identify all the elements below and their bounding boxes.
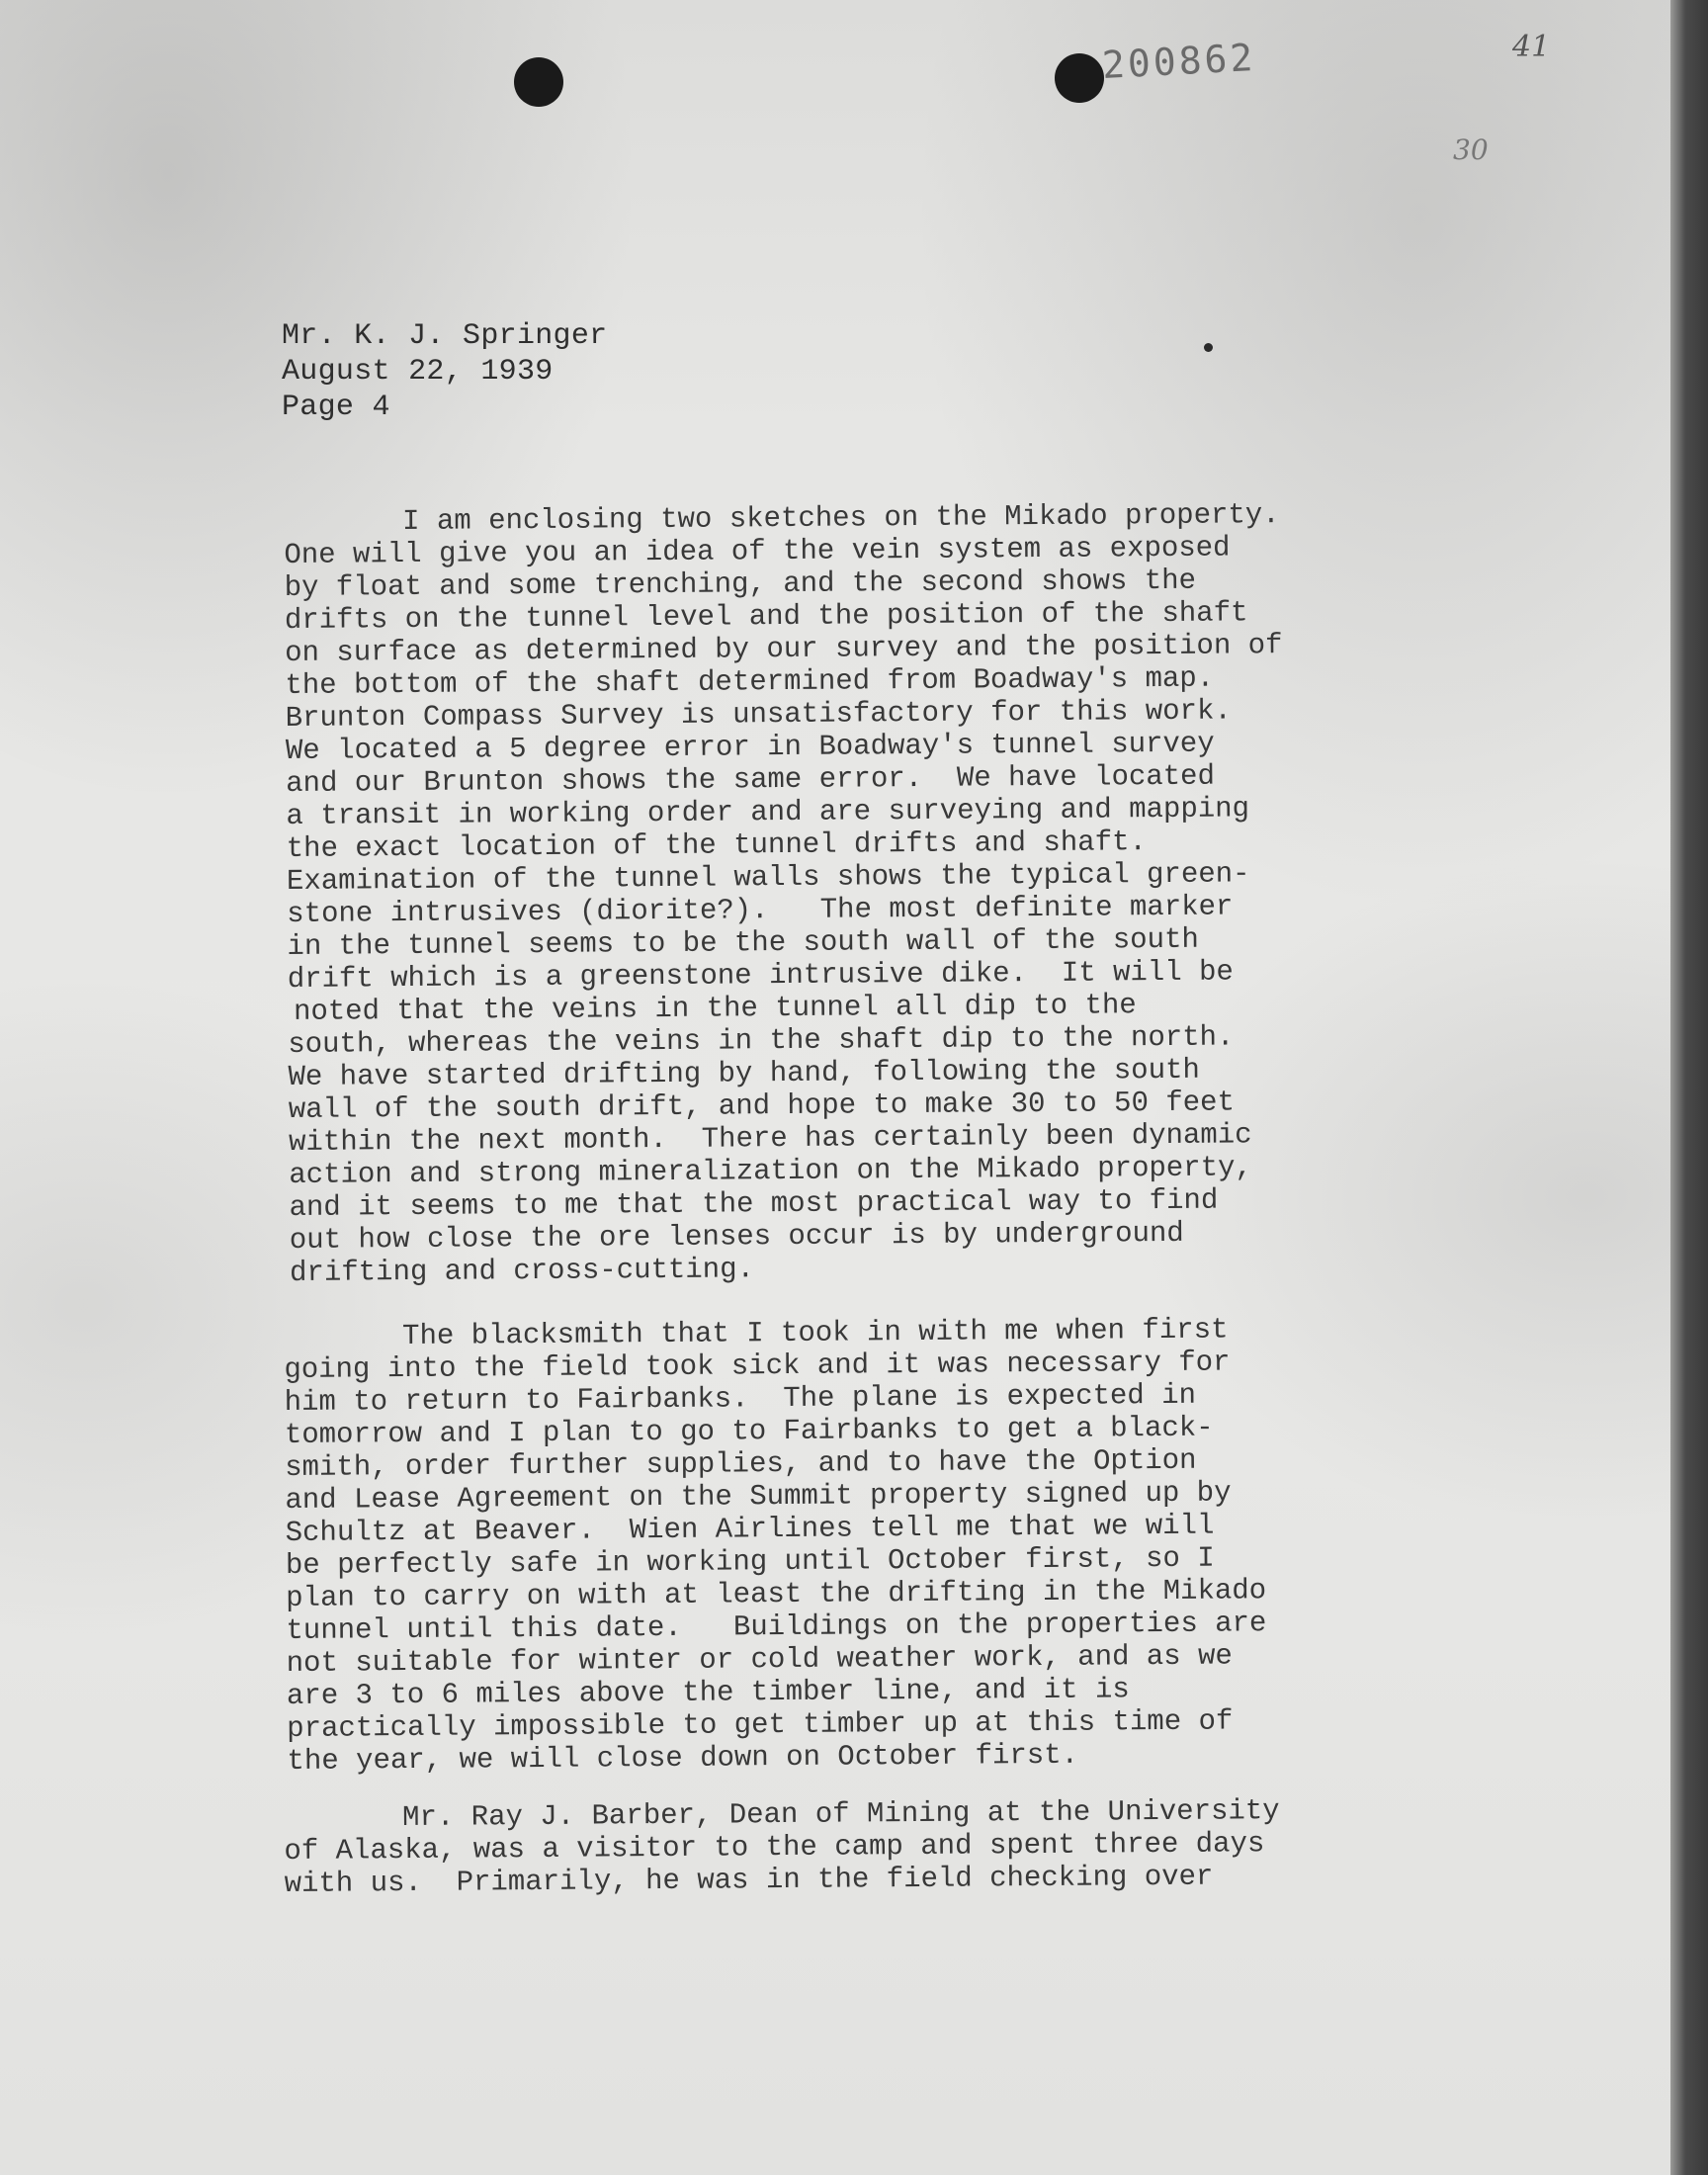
text-line: and our Brunton shows the same error. We have located <box>286 759 1216 800</box>
text-line: within the next month. There has certainly been dynamic <box>288 1118 1252 1159</box>
folio-mark-secondary: 30 <box>1453 133 1489 166</box>
paragraph-visitor <box>284 1794 1280 1900</box>
punch-hole <box>1055 53 1104 103</box>
text-line: Mr. Ray J. Barber, Dean of Mining at the University <box>401 1794 1280 1835</box>
recipient-line: Mr. K. J. Springer <box>282 319 608 353</box>
text-line: tomorrow and I plan to go to Fairbanks to get a black- <box>284 1411 1214 1451</box>
text-line: plan to carry on with at least the drifting in the Mikado <box>286 1574 1267 1614</box>
punch-hole <box>514 57 563 107</box>
text-line: of Alaska, was a visitor to the camp and spent three days <box>284 1827 1265 1868</box>
text-line: drift which is a greenstone intrusive dike. It will be <box>287 955 1235 996</box>
text-line: noted that the veins in the tunnel all dip to the <box>293 989 1137 1028</box>
text-line: going into the field took sick and it was necessary for <box>284 1346 1231 1386</box>
ink-speck <box>1204 343 1213 352</box>
text-line: drifts on the tunnel level and the position of the shaft <box>284 596 1248 637</box>
text-line: and it seems to me that the most practical way to find <box>289 1183 1219 1224</box>
text-line: a transit in working order and are surveying and mapping <box>286 792 1250 832</box>
text-line: I am enclosing two sketches on the Mikado property. <box>401 498 1280 539</box>
paragraph-blacksmith <box>284 1313 1268 1778</box>
text-line: out how close the ore lenses occur is by underground <box>289 1216 1184 1257</box>
text-line: the year, we will close down on October first. <box>287 1738 1079 1778</box>
letter-heading <box>282 318 607 425</box>
scan-page-edge <box>1670 0 1708 2175</box>
text-line: We have started drifting by hand, following the south <box>288 1053 1200 1093</box>
text-line: action and strong mineralization on the Mikado property, <box>289 1151 1252 1191</box>
text-line: smith, order further supplies, and to have the Option <box>285 1443 1197 1484</box>
text-line: One will give you an idea of the vein system as exposed <box>284 531 1231 571</box>
text-line: on surface as determined by our survey and the position of <box>285 629 1283 669</box>
paragraph-sketches <box>284 498 1288 1289</box>
text-line: with us. Primarily, he was in the field checking over <box>284 1860 1214 1900</box>
date-line: August 22, 1939 <box>282 355 554 389</box>
text-line: the bottom of the shaft determined from Boadway's map. <box>285 661 1215 702</box>
text-line: by float and some trenching, and the second shows the <box>284 564 1197 604</box>
text-line: him to return to Fairbanks. The plane is expected in <box>284 1378 1197 1419</box>
text-line: the exact location of the tunnel drifts and shaft. <box>286 826 1147 865</box>
text-line: stone intrusives (diorite?). The most definite marker <box>287 890 1234 930</box>
page-number-line: Page 4 <box>282 391 390 424</box>
text-line: tunnel until this date. Buildings on the properties are <box>286 1607 1267 1647</box>
text-line: be perfectly safe in working until October first, so I <box>285 1541 1215 1582</box>
text-line: drifting and cross-cutting. <box>289 1253 755 1289</box>
folio-mark-top-right: 41 <box>1512 30 1551 64</box>
text-line: Brunton Compass Survey is unsatisfactory for this work. <box>285 694 1232 735</box>
text-line: Examination of the tunnel walls shows the typical green- <box>286 857 1250 898</box>
archive-stamp-number: 200862 <box>1100 35 1257 88</box>
text-line: in the tunnel seems to be the south wall of the south <box>287 922 1199 963</box>
text-line: wall of the south drift, and hope to make 30 to 50 feet <box>288 1086 1236 1126</box>
text-line: We located a 5 degree error in Boadway's tunnel survey <box>285 727 1215 767</box>
text-line: The blacksmith that I took in with me when first <box>401 1313 1229 1353</box>
text-line: practically impossible to get timber up at this time of <box>287 1704 1234 1745</box>
text-line: and Lease Agreement on the Summit property signed up by <box>285 1476 1232 1517</box>
text-line: not suitable for winter or cold weather work, and as we <box>286 1639 1233 1680</box>
text-line: south, whereas the veins in the shaft dip to the north. <box>288 1020 1235 1061</box>
text-line: are 3 to 6 miles above the timber line, and it is <box>286 1673 1130 1712</box>
text-line: Schultz at Beaver. Wien Airlines tell me that we will <box>285 1509 1215 1549</box>
